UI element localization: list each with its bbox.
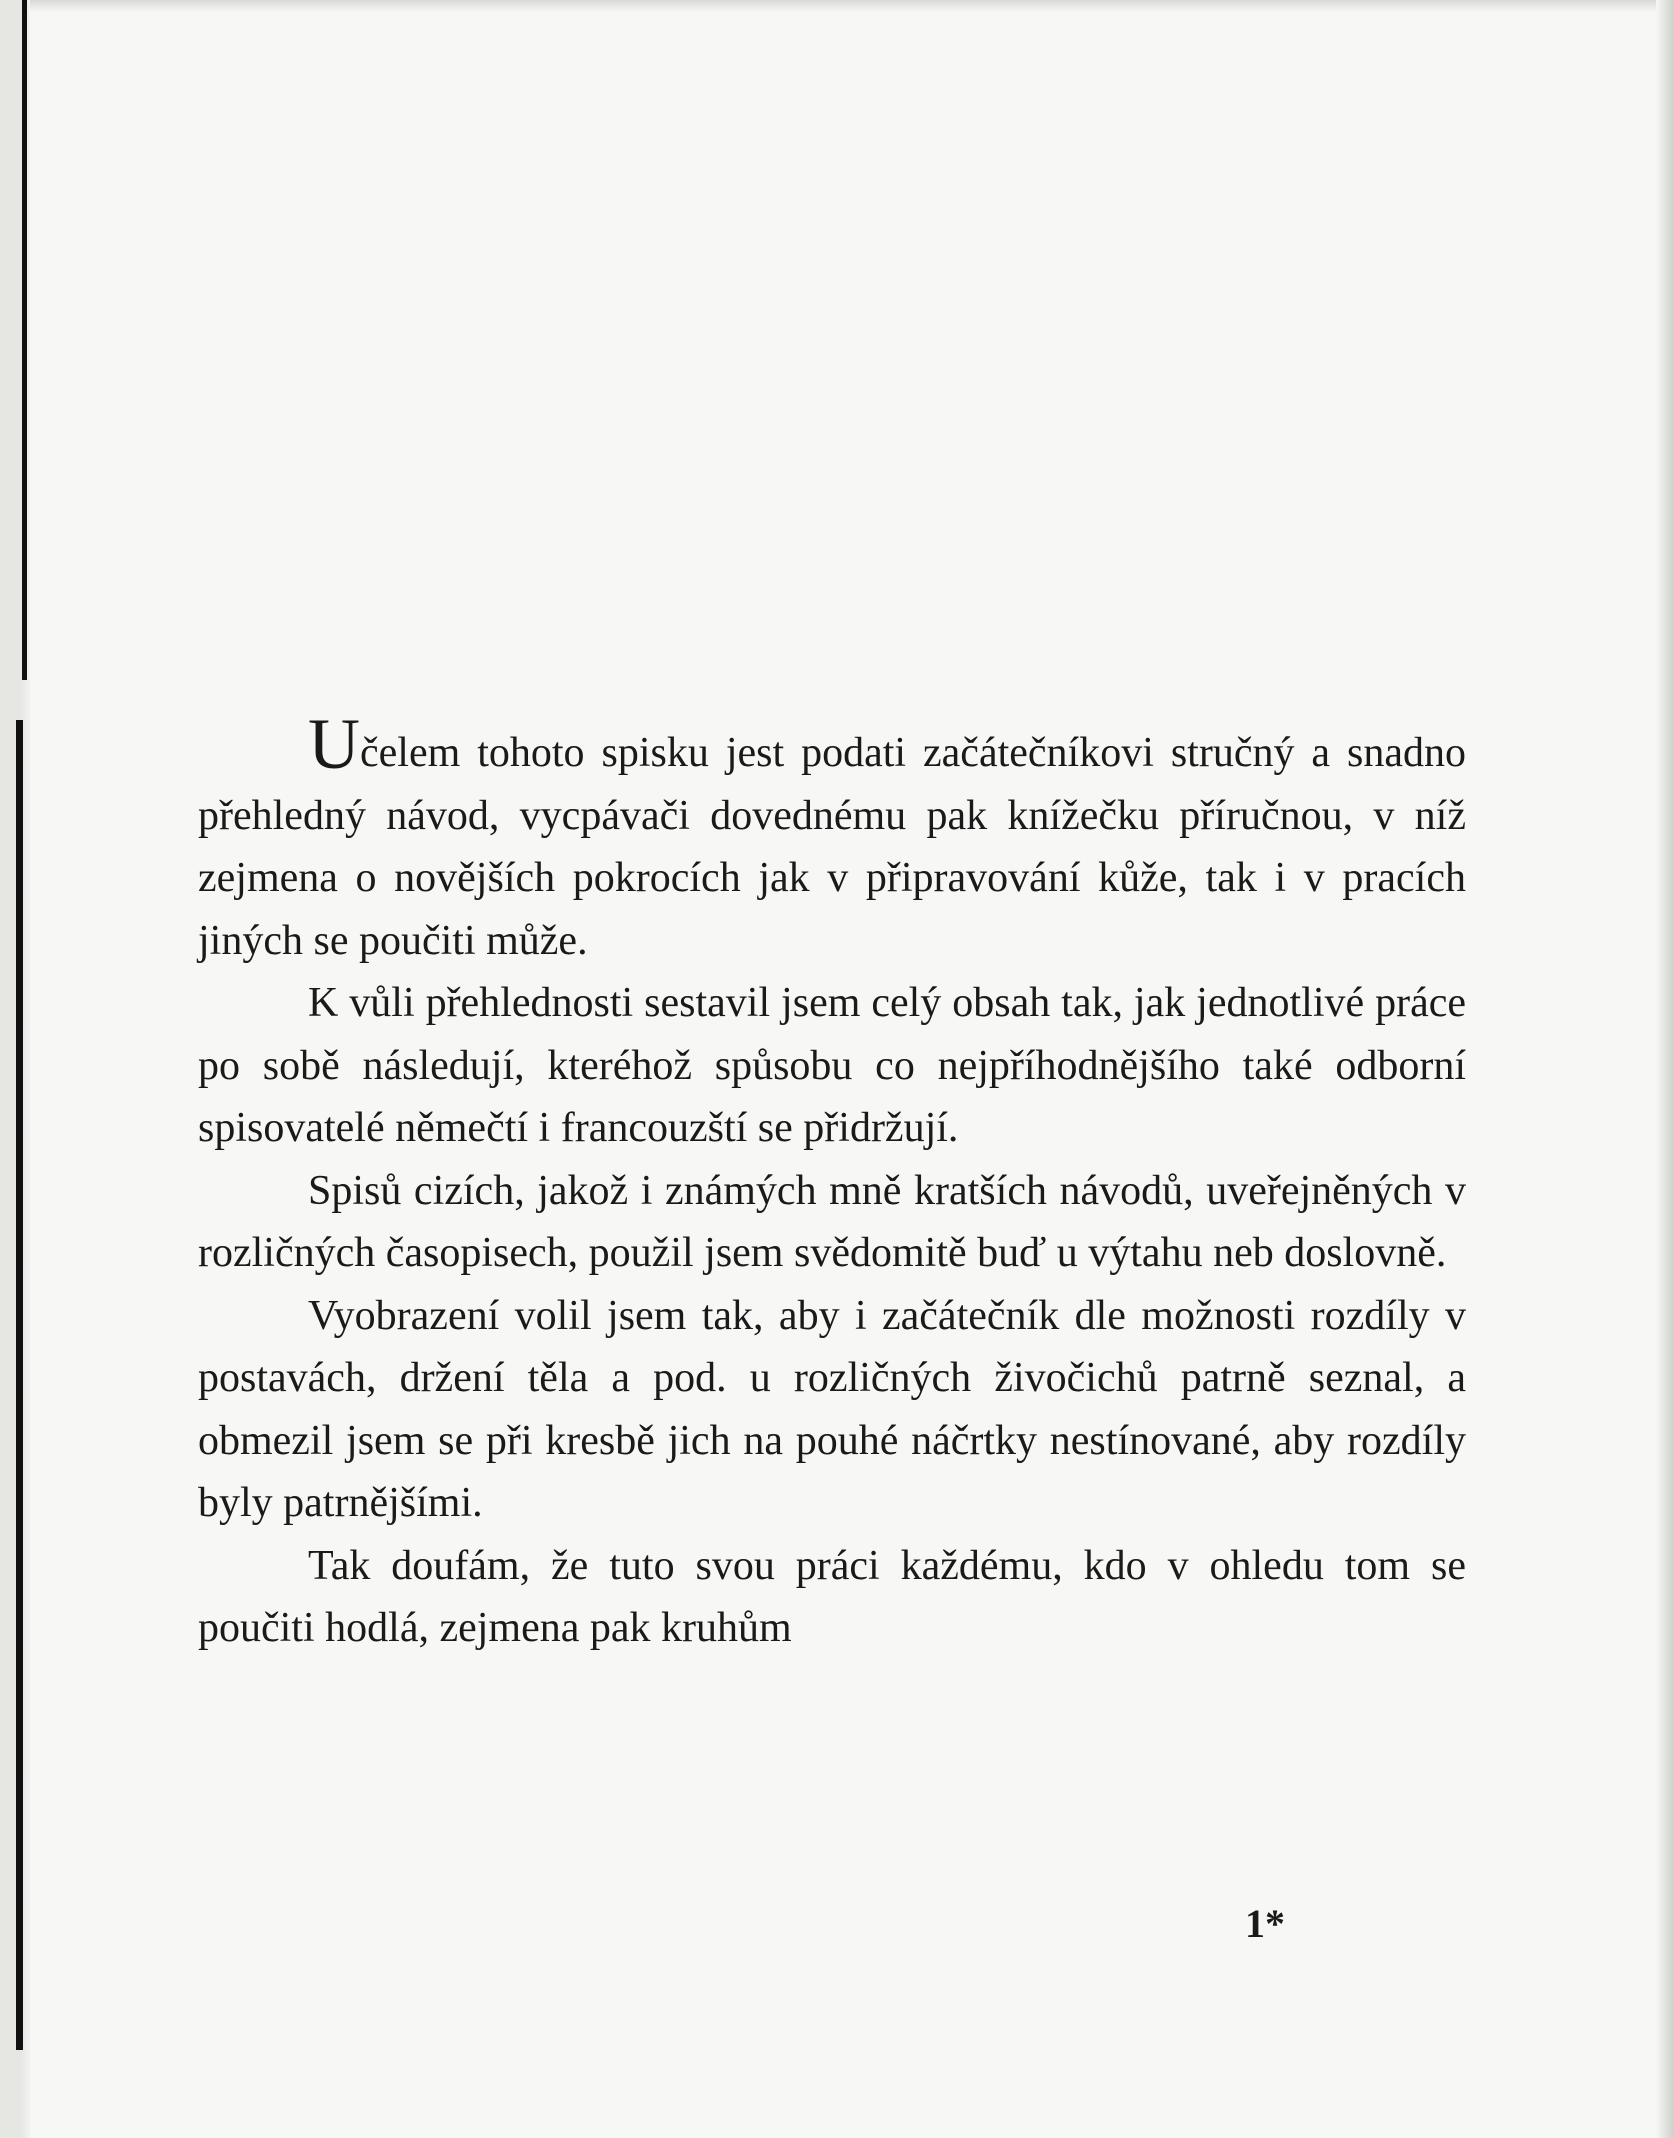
paragraph-1 <box>198 704 1466 972</box>
paragraph-text: K vůli přehlednosti sestavil jsem celý obsah tak, jak jednotlivé práce po sobě následují, kteréhož spůsobu co nejpříhodnějšího také odborní spisovatelé němečtí i francouzští se přidržují. <box>198 980 1466 1151</box>
signature-mark: 1* <box>1245 1901 1285 1946</box>
binding-line-upper <box>22 0 27 680</box>
paragraph-2 <box>198 972 1466 1160</box>
page-top-edge <box>0 0 1674 12</box>
paragraph-5 <box>198 1535 1466 1660</box>
paragraph-text: čelem tohoto spisku jest podati začátečníkovi stručný a snadno přehledný návod, vycpávači dovednému pak knížečku příručnou, v níž zejmena o novějších pokrocích jak v připravování kůže, tak i v pracích jiných se poučiti může. <box>198 730 1466 964</box>
initial-letter: U <box>308 704 360 784</box>
paragraph-text: Tak doufám, že tuto svou práci každému, kdo v ohledu tom se poučiti hodlá, zejmena pak kruhům <box>198 1542 1466 1651</box>
binding-line-lower <box>16 720 23 2050</box>
paragraph-3 <box>198 1160 1466 1285</box>
body-text <box>198 704 1466 1660</box>
page-right-edge <box>1656 0 1674 2138</box>
paragraph-4 <box>198 1285 1466 1535</box>
paragraph-text: Spisů cizích, jakož i známých mně kratších návodů, uveřejněných v rozličných časopisech, použil jsem svědomitě buď u výtahu neb doslovně. <box>198 1167 1466 1276</box>
paragraph-text: Vyobrazení volil jsem tak, aby i začátečník dle možnosti rozdíly v postavách, držení těla a pod. u rozličných živočichů patrně seznal, a obmezil jsem se při kresbě jich na pouhé náčrtky nestínované, aby rozdíly byly patrnějšími. <box>198 1292 1466 1526</box>
